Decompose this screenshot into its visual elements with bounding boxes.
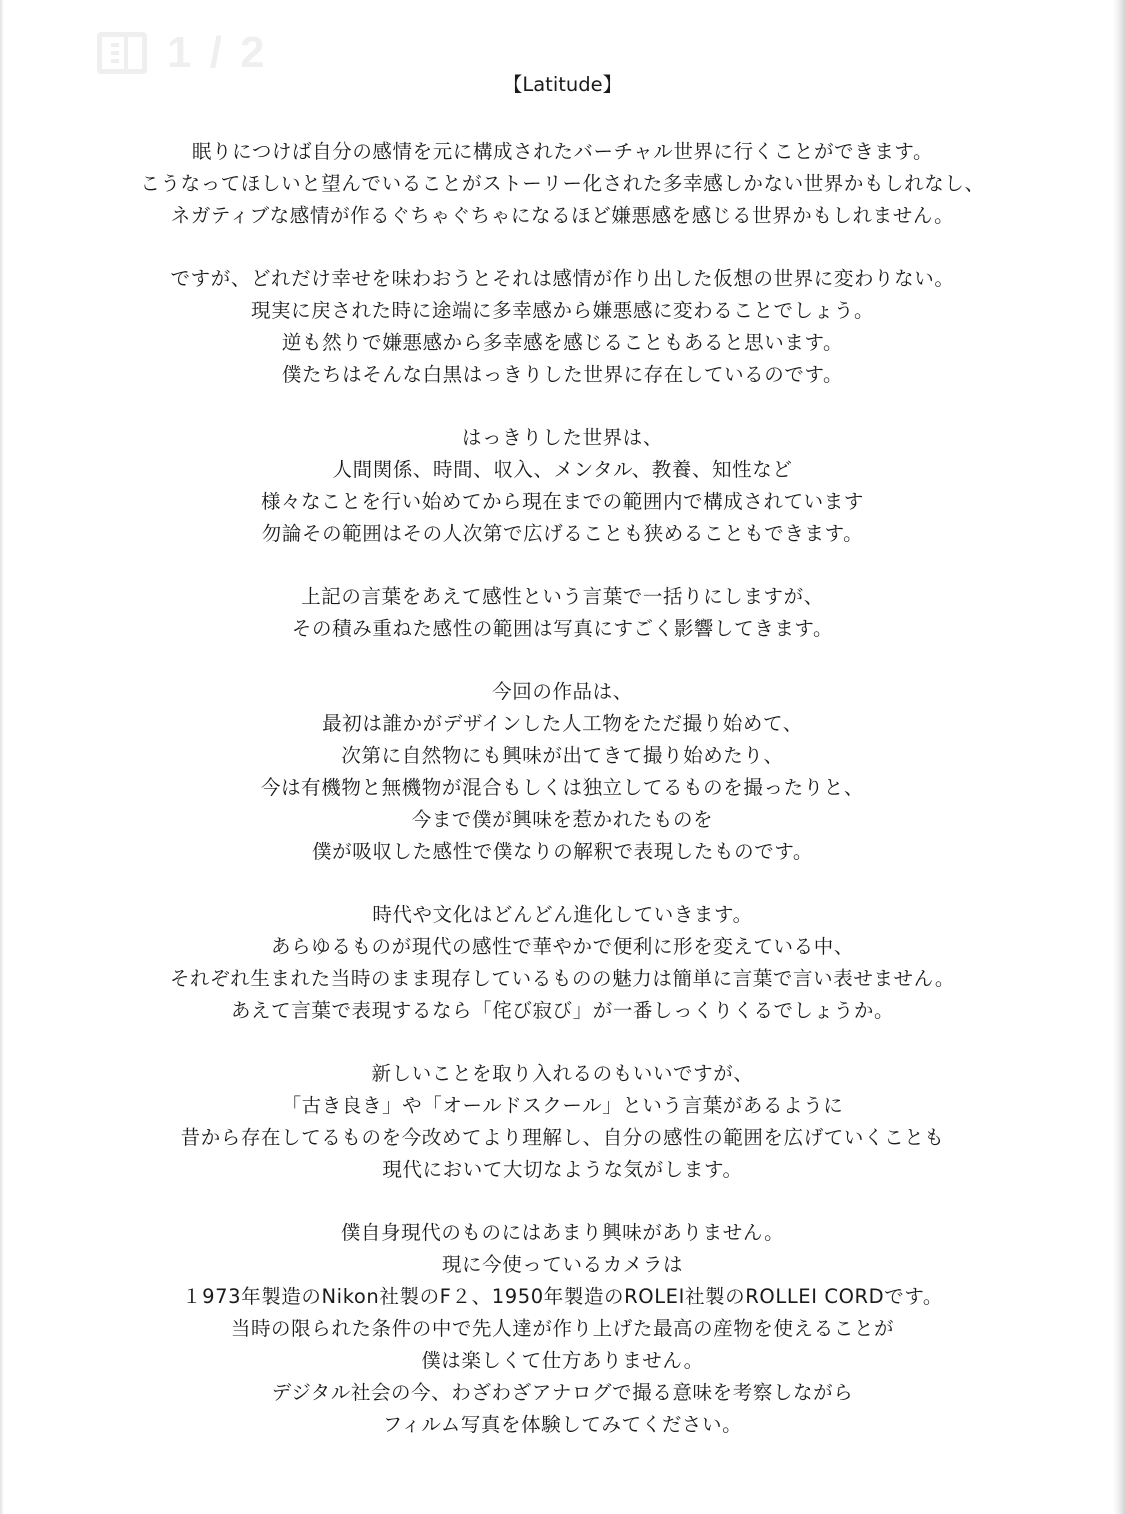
text-line: ですが、どれだけ幸せを味わおうとそれは感情が作り出した仮想の世界に変わりない。 [170,267,955,290]
paragraph [100,136,1025,232]
text-line: 現実に戻された時に途端に多幸感から嫌悪感に変わることでしょう。 [250,299,875,322]
text-line: 時代や文化はどんどん進化していきます。 [372,903,753,926]
document-title: 【Latitude】 [502,73,623,96]
text-line: 当時の限られた条件の中で先人達が作り上げた最高の産物を使えることが [230,1317,895,1340]
text-line: 僕たちはそんな白黒はっきりした世界に存在しているのです。 [281,363,844,386]
text-line: 新しいことを取り入れるのもいいですが、 [371,1062,754,1085]
text-line: 今は有機物と無機物が混合もしくは独立してるものを撮ったりと、 [260,776,864,799]
text-line: ネガティブな感情が作るぐちゃぐちゃになるほど嫌悪感を感じる世界かもしれません。 [170,204,955,227]
text-line: 僕が吸収した感性で僕なりの解釈で表現したものです。 [312,840,813,863]
text-line: 人間関係、時間、収入、メンタル、教養、知性など [332,458,793,481]
text-line: その積み重ねた感性の範囲は写真にすごく影響してきます。 [291,617,834,640]
text-line: 逆も然りで嫌悪感から多幸感を感じることもあると思います。 [281,331,844,354]
text-line: 僕自身現代のものにはあまり興味がありません。 [340,1221,785,1244]
text-line: 今回の作品は、 [492,680,633,703]
text-line: 今まで僕が興味を惹かれたものを [411,808,714,831]
paragraph [100,422,1025,550]
text-line: こうなってほしいと望んでいることがストーリー化された多幸感しかない世界かもしれなし、 [140,172,985,195]
text-line: 上記の言葉をあえて感性という言葉で一括りにしますが、 [301,585,824,608]
text-line: 最初は誰かがデザインした人工物をただ撮り始めて、 [322,712,803,735]
paragraph [100,676,1025,868]
text-line: 様々なことを行い始めてから現在までの範囲内で構成されています [260,490,864,513]
paragraph [100,1058,1025,1186]
text-line: あらゆるものが現代の感性で華やかで便利に形を変えている中、 [271,935,854,958]
text-line: 現代において大切なような気がします。 [382,1158,743,1181]
text-line: １973年製造のNikon社製のF２、1950年製造のROLEI社製のROLLEI CORDです。 [181,1285,944,1308]
document-body [100,65,1025,1441]
text-line: それぞれ生まれた当時のまま現存しているものの魅力は簡単に言葉で言い表せません。 [169,967,956,990]
text-line: 「古き良き」や「オールドスクール」という言葉があるように [281,1094,844,1117]
paragraph [100,581,1025,645]
text-line: 現に今使っているカメラは [441,1253,684,1276]
text-line: 勿論その範囲はその人次第で広げることも狭めることもできます。 [261,522,864,545]
paragraph [100,899,1025,1027]
paragraph [100,1217,1025,1441]
text-line: はっきりした世界は、 [461,426,663,449]
paragraph [100,263,1025,391]
page-left-edge [0,0,4,1514]
text-line: 眠りにつけば自分の感情を元に構成されたバーチャル世界に行くことができます。 [191,140,934,163]
text-line: フィルム写真を体験してみてください。 [382,1413,743,1436]
paragraphs [100,136,1025,1441]
text-line: あえて言葉で表現するなら「侘び寂び」が一番しっくりくるでしょうか。 [230,999,895,1022]
text-line: 昔から存在してるものを今改めてより理解し、自分の感性の範囲を広げていくことも [180,1126,945,1149]
text-line: 僕は楽しくて仕方ありません。 [421,1349,704,1372]
text-line: 次第に自然物にも興味が出てきて撮り始めたり、 [341,744,784,767]
page-edge-shadow [1113,0,1125,1514]
text-line: デジタル社会の今、わざわざアナログで撮る意味を考察しながら [271,1381,854,1404]
page-counter: 1 / 2 [167,28,268,77]
